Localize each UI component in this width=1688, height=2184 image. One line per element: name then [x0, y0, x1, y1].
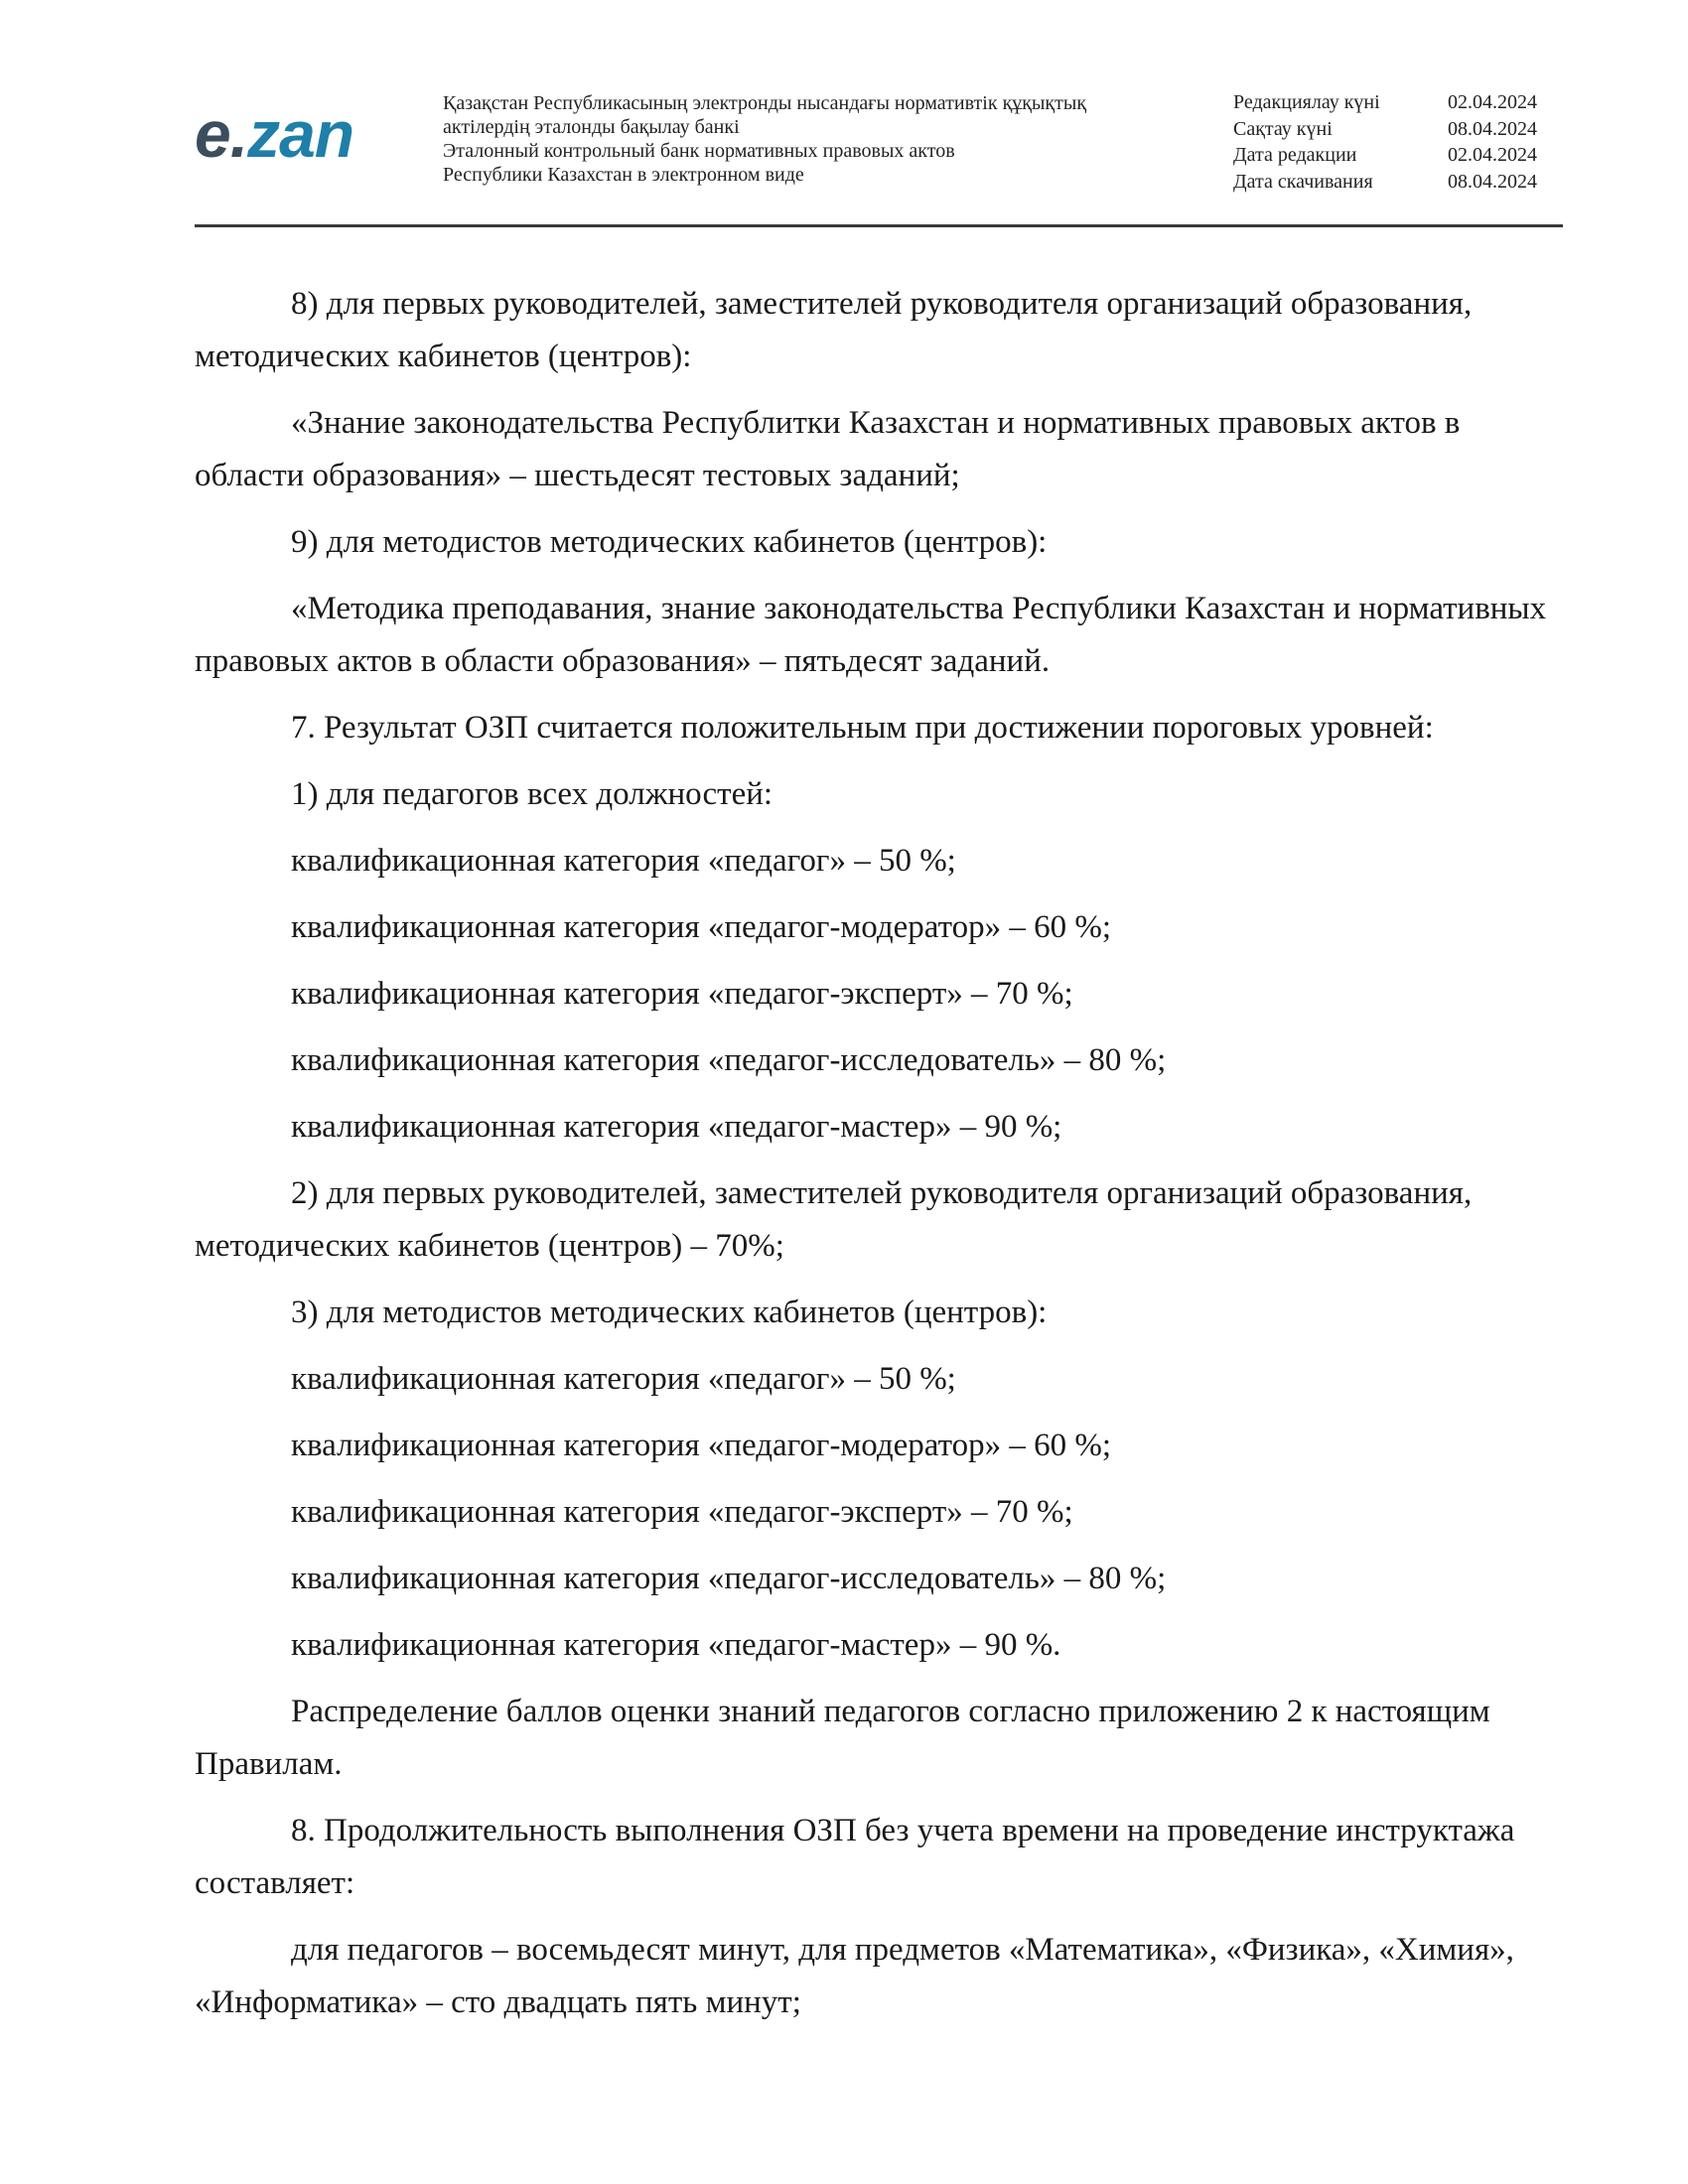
meta-value: 08.04.2024 [1448, 170, 1537, 193]
header-title-line: Қазақстан Республикасының электронды нысандағы нормативтік құқықтық [443, 92, 1087, 114]
meta-label: Сақтау күні [1233, 117, 1333, 140]
meta-value: 02.04.2024 [1448, 144, 1537, 166]
paragraph: квалификационная категория «педагог-мастер» – 90 %. [291, 1627, 1061, 1663]
paragraph: 8) для первых руководителей, заместителей руководителя организаций образования, методических кабинетов (центров): [195, 286, 1473, 374]
document-header [195, 87, 1561, 226]
header-title [443, 91, 1087, 187]
paragraph: квалификационная категория «педагог-модератор» – 60 %; [291, 909, 1111, 945]
paragraph: 1) для педагогов всех должностей: [291, 776, 774, 812]
paragraph: Распределение баллов оценки знаний педагогов согласно приложению 2 к настоящим Правилам. [195, 1694, 1490, 1782]
paragraph: квалификационная категория «педагог-исследователь» – 80 %; [291, 1561, 1167, 1596]
document-body [195, 278, 1561, 2043]
meta-row [1233, 89, 1557, 116]
paragraph: квалификационная категория «педагог-эксперт» – 70 %; [291, 976, 1073, 1012]
header-title-line: Республики Казахстан в электронном виде [443, 164, 804, 186]
paragraph: 2) для первых руководителей, заместителей руководителя организаций образования, методических кабинетов (центров) – 70%; [195, 1175, 1473, 1264]
header-title-line: Эталонный контрольный банк нормативных правовых актов [443, 140, 955, 162]
meta-row [1233, 142, 1557, 169]
paragraph: квалификационная категория «педагог» – 50 %; [291, 843, 956, 879]
meta-value: 08.04.2024 [1448, 117, 1537, 140]
paragraph: квалификационная категория «педагог» – 50 %; [291, 1361, 956, 1397]
meta-label: Дата скачивания [1233, 170, 1373, 193]
header-title-line: актілердің эталонды бақылау банкі [443, 116, 740, 138]
paragraph: квалификационная категория «педагог-мастер» – 90 %; [291, 1109, 1062, 1145]
header-divider [195, 224, 1563, 227]
paragraph: квалификационная категория «педагог-исследователь» – 80 %; [291, 1042, 1167, 1078]
header-meta-dates [1233, 89, 1557, 195]
paragraph: 8. Продолжительность выполнения ОЗП без учета времени на проведение инструктажа составляет: [195, 1813, 1515, 1901]
paragraph: для педагогов – восемьдесят минут, для предметов «Математика», «Физика», «Химия», «Информатика» – сто двадцать пять минут; [195, 1932, 1514, 2020]
paragraph: «Методика преподавания, знание законодательства Республики Казахстан и нормативных правовых актов в области образования» – пятьдесят заданий. [195, 591, 1547, 679]
ezan-logo: e.zan [195, 97, 354, 171]
meta-row [1233, 169, 1557, 196]
paragraph: 7. Результат ОЗП считается положительным при достижении пороговых уровней: [291, 710, 1434, 746]
meta-label: Редакциялау күні [1233, 91, 1380, 113]
meta-row [1233, 116, 1557, 143]
meta-label: Дата редакции [1233, 144, 1357, 166]
paragraph: 9) для методистов методических кабинетов (центров): [291, 524, 1048, 560]
paragraph: квалификационная категория «педагог-эксперт» – 70 %; [291, 1494, 1073, 1530]
paragraph: 3) для методистов методических кабинетов (центров): [291, 1295, 1048, 1330]
paragraph: «Знание законодательства Республитки Казахстан и нормативных правовых актов в области образования» – шестьдесят тестовых заданий; [195, 405, 1461, 493]
paragraph: квалификационная категория «педагог-модератор» – 60 %; [291, 1428, 1111, 1463]
meta-value: 02.04.2024 [1448, 91, 1537, 113]
